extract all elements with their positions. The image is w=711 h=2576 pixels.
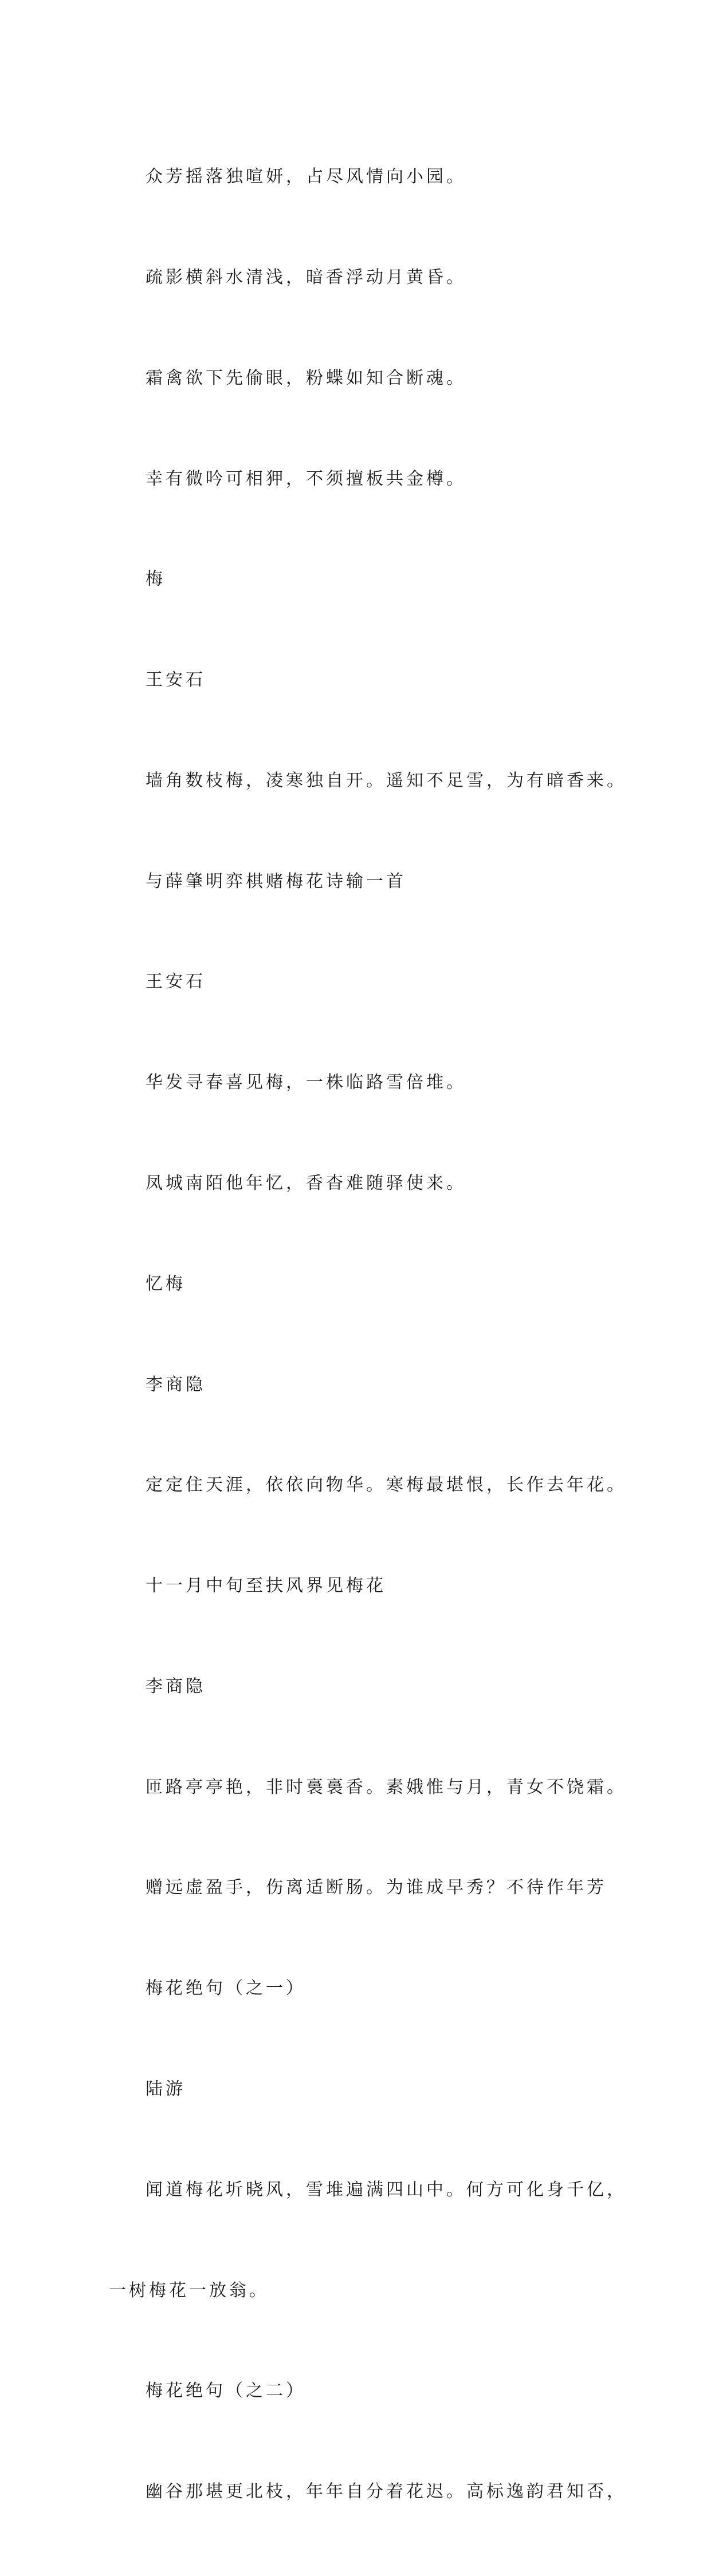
- poem-title: 十一月中旬至扶风界见梅花: [146, 1576, 386, 1596]
- poem-line: 定定住天涯，依依向物华。寒梅最堪恨，长作去年花。: [146, 1475, 627, 1496]
- poem-line: 幸有微吟可相狎，不须擅板共金樽。: [146, 468, 466, 489]
- poem-author: 王安石: [146, 972, 206, 992]
- poem-title: 与薛肇明弈棋赌梅花诗输一首: [146, 871, 406, 891]
- poem-line: 疏影横斜水清浅，暗香浮动月黄昏。: [146, 267, 466, 287]
- poem-line: 幽谷那堪更北枝，年年自分着花迟。高标逸韵君知否，: [146, 2482, 627, 2502]
- poem-title: 忆梅: [146, 1273, 186, 1294]
- poem-line: 华发寻春喜见梅，一株临路雪倍堆。: [146, 1072, 466, 1093]
- poem-line: 众芳摇落独喧妍，占尽风情向小园。: [146, 167, 466, 187]
- poem-line: 匝路亭亭艳，非时裛裛香。素娥惟与月，青女不饶霜。: [146, 1777, 627, 1797]
- poem-author: 陆游: [146, 2079, 186, 2100]
- poem-title: 梅花绝句（之二）: [146, 2381, 306, 2401]
- poem-author: 王安石: [146, 670, 206, 691]
- document-body: [109, 93, 627, 2576]
- poem-line: 凤城南陌他年忆，香杳难随驿使来。: [146, 1173, 466, 1193]
- poem-title: 梅: [146, 569, 166, 590]
- poem-author: 李商隐: [146, 1676, 206, 1697]
- poem-line: 墙角数枝梅，凌寒独自开。遥知不足雪，为有暗香来。: [146, 770, 627, 791]
- poem-line: 闻道梅花圻晓风，雪堆遍满四山中。何方可化身千亿，: [146, 2179, 627, 2200]
- poem-line-continuation: 一树梅花一放翁。: [109, 2280, 269, 2301]
- poem-title: 梅花绝句（之一）: [146, 1978, 306, 1999]
- poem-line: 赠远虚盈手，伤离适断肠。为谁成早秀？不待作年芳: [146, 1877, 607, 1898]
- poem-author: 李商隐: [146, 1374, 206, 1395]
- poem-line: 霜禽欲下先偷眼，粉蝶如知合断魂。: [146, 368, 466, 388]
